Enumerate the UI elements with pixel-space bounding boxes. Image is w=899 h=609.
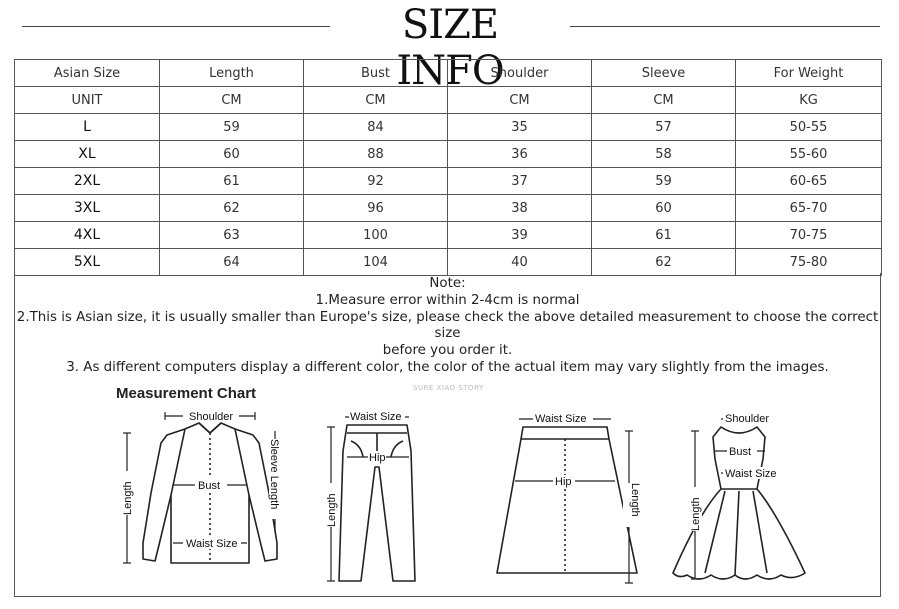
header-cell: For Weight bbox=[736, 60, 882, 87]
note-line-2-cont: before you order it. bbox=[382, 343, 513, 359]
table-cell: 2XL bbox=[15, 168, 160, 195]
shirt-diagram bbox=[115, 403, 305, 583]
table-cell: 40 bbox=[448, 249, 592, 276]
table-cell: 36 bbox=[448, 141, 592, 168]
table-cell: 4XL bbox=[15, 222, 160, 249]
table-cell: 70-75 bbox=[736, 222, 882, 249]
skirt-waist-label: Waist Size bbox=[535, 413, 587, 425]
table-cell: 37 bbox=[448, 168, 592, 195]
header-cell: Bust bbox=[304, 60, 448, 87]
pants-length-label: Length bbox=[326, 493, 338, 527]
table-row bbox=[15, 195, 882, 222]
unit-cell: CM bbox=[304, 87, 448, 114]
note-line-1: 1.Measure error within 2-4cm is normal bbox=[315, 292, 580, 308]
table-cell: 84 bbox=[304, 114, 448, 141]
note-line-3: 3. As different computers display a different color, the color of the actual item may vary slightly from the images. bbox=[66, 359, 829, 375]
table-cell: 50-55 bbox=[736, 114, 882, 141]
header-cell: Asian Size bbox=[15, 60, 160, 87]
dress-waist-label: Waist Size bbox=[725, 468, 777, 480]
table-cell: 60 bbox=[160, 141, 304, 168]
skirt-diagram bbox=[489, 403, 659, 589]
table-row bbox=[15, 114, 882, 141]
dress-length-label: Length bbox=[690, 497, 702, 531]
skirt-hip-label: Hip bbox=[555, 476, 572, 488]
table-unit-row bbox=[15, 87, 882, 114]
title-rule-left bbox=[22, 26, 330, 27]
table-cell: 88 bbox=[304, 141, 448, 168]
unit-cell: KG bbox=[736, 87, 882, 114]
table-cell: 39 bbox=[448, 222, 592, 249]
table-cell: 75-80 bbox=[736, 249, 882, 276]
shirt-waist-label: Waist Size bbox=[186, 538, 238, 550]
note-line-2: 2.This is Asian size, it is usually smaller than Europe's size, please check the above detailed measurement to choose the correct size bbox=[16, 309, 879, 342]
table-cell: 3XL bbox=[15, 195, 160, 222]
table-cell: 92 bbox=[304, 168, 448, 195]
unit-cell: UNIT bbox=[15, 87, 160, 114]
size-table bbox=[14, 59, 882, 276]
header-cell: Length bbox=[160, 60, 304, 87]
table-cell: L bbox=[15, 114, 160, 141]
page-title: SIZE INFO bbox=[396, 2, 504, 94]
dress-diagram bbox=[665, 403, 815, 589]
unit-cell: CM bbox=[448, 87, 592, 114]
table-cell: 100 bbox=[304, 222, 448, 249]
table-cell: 59 bbox=[160, 114, 304, 141]
title-rule-right bbox=[570, 26, 880, 27]
table-cell: 5XL bbox=[15, 249, 160, 276]
watermark: SURE XIAO STORY bbox=[413, 384, 484, 392]
table-cell: 59 bbox=[592, 168, 736, 195]
header-cell: Shoulder bbox=[448, 60, 592, 87]
table-cell: 58 bbox=[592, 141, 736, 168]
unit-cell: CM bbox=[160, 87, 304, 114]
skirt-length-label: Length bbox=[629, 483, 641, 517]
notes-panel bbox=[14, 273, 881, 597]
table-cell: 35 bbox=[448, 114, 592, 141]
header-cell: Sleeve bbox=[592, 60, 736, 87]
shirt-sleeve-label: Sleeve Length bbox=[268, 439, 280, 510]
table-cell: 60-65 bbox=[736, 168, 882, 195]
dress-bust-label: Bust bbox=[729, 446, 752, 458]
pants-waist-label: Waist Size bbox=[350, 411, 402, 423]
table-row bbox=[15, 249, 882, 276]
table-cell: 62 bbox=[160, 195, 304, 222]
table-cell: 60 bbox=[592, 195, 736, 222]
table-cell: 96 bbox=[304, 195, 448, 222]
shirt-shoulder-label: Shoulder bbox=[189, 411, 234, 423]
table-row bbox=[15, 168, 882, 195]
unit-cell: CM bbox=[592, 87, 736, 114]
table-cell: 64 bbox=[160, 249, 304, 276]
notes-text bbox=[15, 276, 880, 377]
table-cell: 38 bbox=[448, 195, 592, 222]
measurement-chart-title: Measurement Chart bbox=[116, 385, 257, 402]
table-cell: 55-60 bbox=[736, 141, 882, 168]
table-header-row bbox=[15, 60, 882, 87]
table-cell: 63 bbox=[160, 222, 304, 249]
pants-hip-label: Hip bbox=[369, 452, 386, 464]
table-cell: 57 bbox=[592, 114, 736, 141]
table-row bbox=[15, 222, 882, 249]
shirt-bust-label: Bust bbox=[198, 480, 221, 492]
table-row bbox=[15, 141, 882, 168]
dress-shoulder-label: Shoulder bbox=[725, 413, 770, 425]
pants-diagram bbox=[311, 401, 431, 591]
table-cell: 61 bbox=[160, 168, 304, 195]
notes-heading: Note: bbox=[429, 276, 466, 291]
table-cell: 65-70 bbox=[736, 195, 882, 222]
table-cell: 104 bbox=[304, 249, 448, 276]
table-cell: 61 bbox=[592, 222, 736, 249]
table-cell: XL bbox=[15, 141, 160, 168]
shirt-length-label: Length bbox=[122, 481, 134, 515]
table-cell: 62 bbox=[592, 249, 736, 276]
